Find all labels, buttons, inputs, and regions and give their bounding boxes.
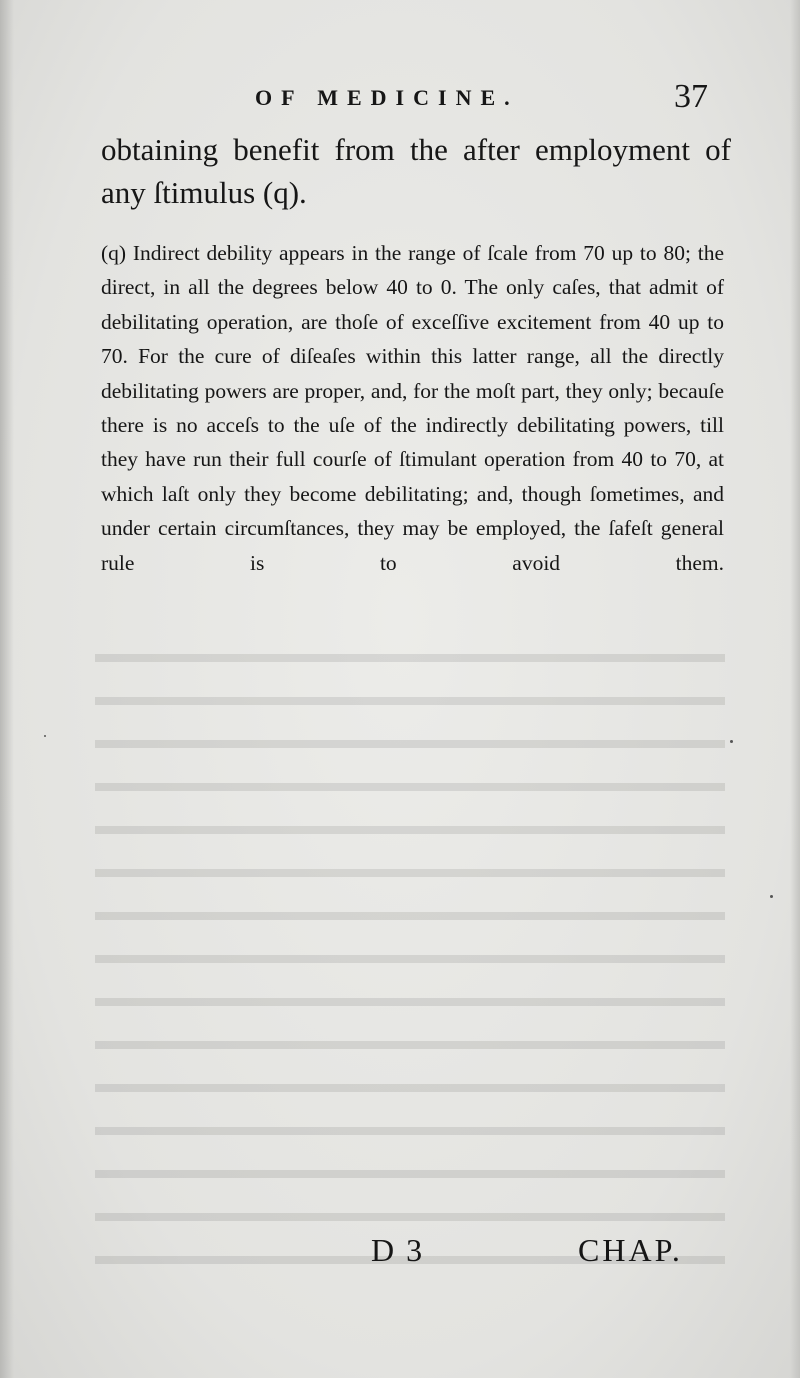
ink-speck (730, 740, 733, 743)
signature-mark: D 3 (371, 1232, 425, 1268)
main-text-block (101, 128, 731, 214)
running-head: OF MEDICINE. (255, 85, 519, 110)
footnote-block (101, 236, 724, 580)
page-edge-shadow-left (0, 0, 14, 1378)
footnote-q: (q) Indirect debility appears in the range of ſcale from 70 up to 80; the direct, in all the degrees below 40 to 0. The only caſes, that admit of debilitating operation, are thoſe of exceſſive excitement from 40 up to 70. For the cure of diſeaſes within this latter range, all the directly debilitating powers are proper, and, for the moſt part, they only; becauſe there is no acceſs to the uſe of the indirectly debilitating powers, till they have run their full courſe of ſtimulant operation from 40 to 70, at which laſt only they become debilitating; and, though ſometimes, and under certain circumſtances, they may be employed, the ſafeſt general rule is to avoid them. (101, 241, 724, 575)
show-through-texture (95, 640, 725, 1280)
ink-speck (44, 735, 46, 737)
ink-speck (770, 895, 773, 898)
page-number: 37 (674, 78, 708, 115)
catchword: CHAP. (578, 1232, 683, 1268)
page-edge-shadow-right (790, 0, 800, 1378)
main-paragraph: obtaining benefit from the after employment of any ſtimulus (q). (101, 132, 731, 210)
